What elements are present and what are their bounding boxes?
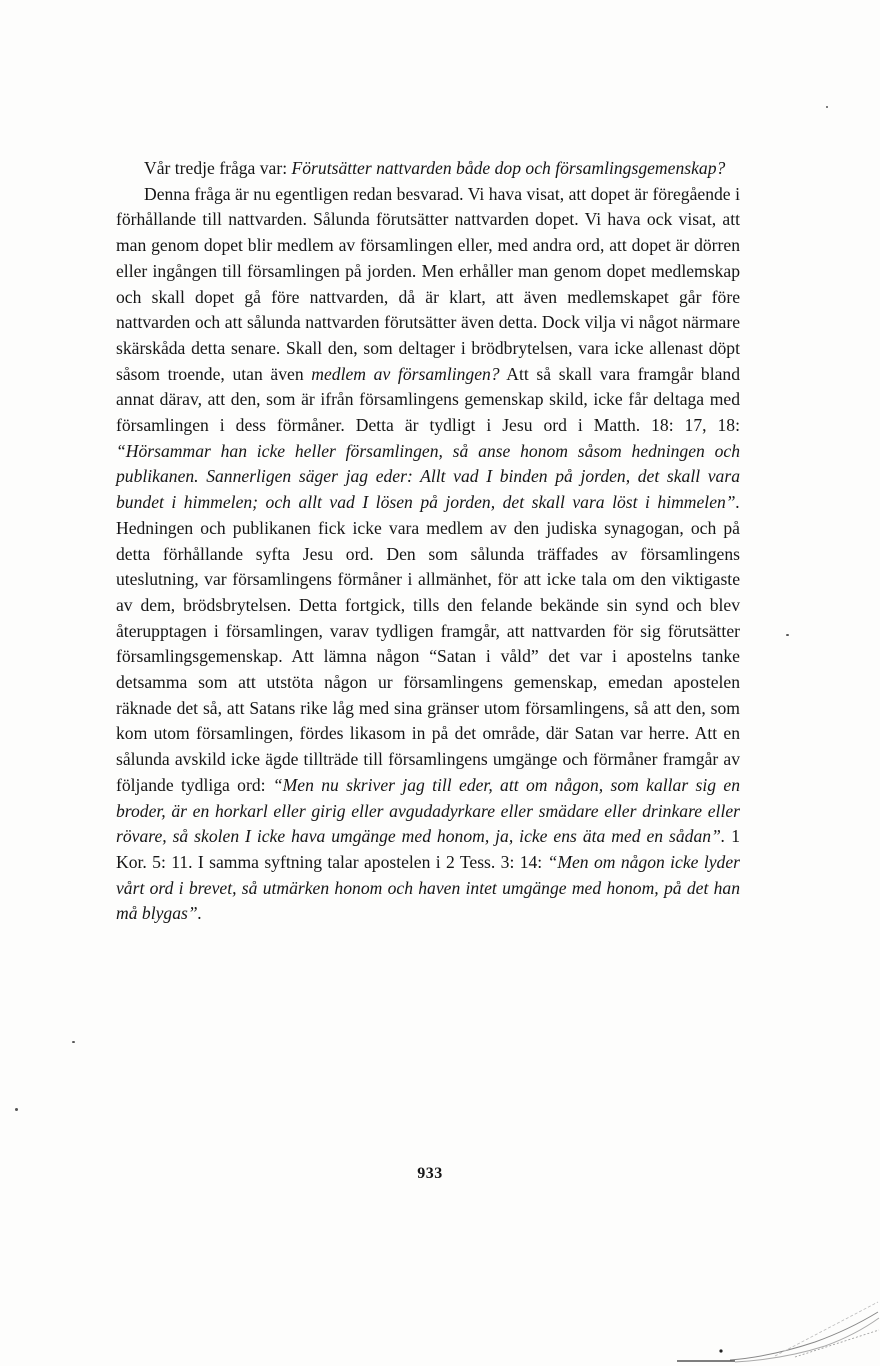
paragraph-question xyxy=(116,156,740,182)
paragraph-answer xyxy=(116,182,740,927)
scan-speck xyxy=(826,106,828,108)
text-run: Att så skall vara framgår bland annat därav, att den, som är ifrån församlingens gemenskap skild, icke får deltaga med församlingen i dess förmåner. Detta är tydligt i Jesu ord i Matth. 18: 17, 18: xyxy=(116,363,740,436)
text-run: Denna fråga är nu egentligen redan besvarad. Vi hava visat, att dopet är föregående i förhållande till nattvarden. Sålunda förutsätter nattvarden dopet. Vi hava ock visat, att man genom dopet blir medlem av församlingen eller, med andra ord, att dopet är dörren eller ingången till församlingen på jorden. Men erhåller man genom dopet medlemskap och skall dopet gå före nattvarden, då är klart, att även medlemskapet går före nattvarden och att sålunda nattvarden förutsätter även detta. Dock vilja vi något närmare skärskåda detta senare. Skall den, som deltager i brödbrytelsen, vara icke allenast döpt såsom troende, utan även xyxy=(116,183,740,384)
scan-speck xyxy=(72,1041,75,1043)
italic-text-run: medlem av församlingen? xyxy=(311,363,500,384)
body-text xyxy=(116,156,740,927)
scan-edge-mark xyxy=(675,1290,880,1366)
italic-text-run: Förutsätter nattvarden både dop och församlingsgemenskap? xyxy=(291,158,726,178)
italic-text-run: “Men om någon icke lyder vårt ord i brevet, så utmärken honom och haven intet umgänge med honom, på det han må blygas”. xyxy=(116,851,740,924)
italic-text-run: “Hörsammar han icke heller församlingen, så anse honom såsom hedningen och publikanen. Sannerligen säger jag eder: Allt vad I binden på jorden, det skall vara bundet i himmelen; och allt vad I lösen på jorden, det skall vara löst i himmelen”. xyxy=(116,440,740,513)
text-run: Hedningen och publikanen fick icke vara medlem av den judiska synagogan, och på detta förhållande syfta Jesu ord. Den som sålunda träffades av församlingens uteslutning, var församlingens förmåner i allmänhet, för att icke tala om den viktigaste av dem, brödsbrytelsen. Detta fortgick, tills den felande bekände sin synd och blev återupptagen i församlingen, varav tydligen framgår, att nattvarden för sig förutsätter församlingsgemenskap. Att lämna någon “Satan i våld” det var i apostelns tanke detsamma som att utstöta någon ur församlingens gemenskap, emedan apostelen räknade det så, att Satans rike låg med sina gränser utom församlingens, så att den, som kom utom församlingen, fördes likasom in på det område, där Satan var herre. Att en sålunda avskild icke ägde tillträde till församlingens umgänge och förmåner framgår av följande tydliga ord: xyxy=(116,517,740,795)
text-run: 1 Kor. 5: 11. I samma syftning talar apostelen i 2 Tess. 3: 14: xyxy=(116,826,740,872)
italic-text-run: “Men nu skriver jag till eder, att om någon, som kallar sig en broder, är en horkarl eller girig eller avgudadyrkare eller smädare eller drinkare eller rövare, så skolen I icke hava umgänge med honom, ja, icke ens äta med en sådan”. xyxy=(116,774,740,847)
page-number: 933 xyxy=(417,1165,443,1182)
text-run: Vår tredje fråga var: xyxy=(144,158,292,178)
scan-speck xyxy=(786,634,789,636)
scan-speck xyxy=(15,1108,18,1111)
